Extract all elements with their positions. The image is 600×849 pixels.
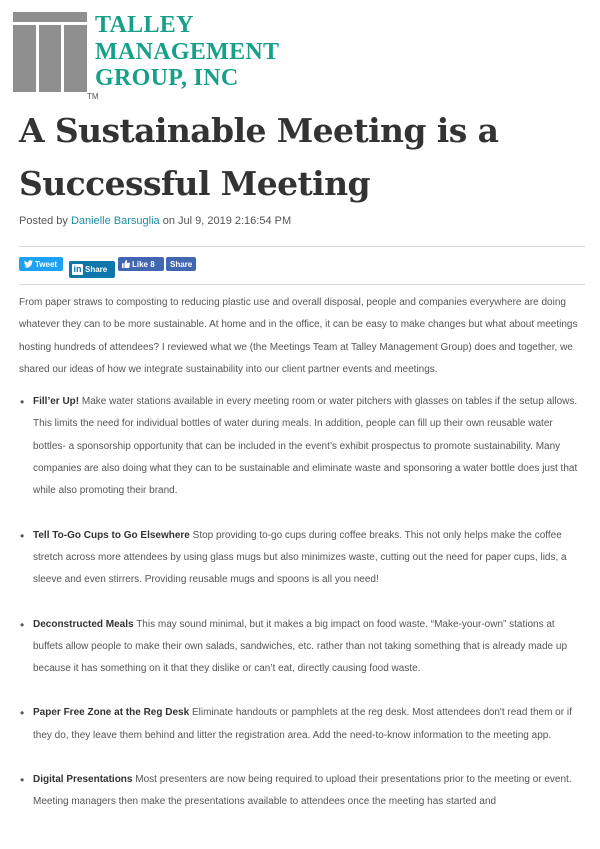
trademark-symbol: TM (87, 92, 99, 101)
facebook-share-label: Share (170, 259, 193, 269)
tip-body: Stop providing to-go cups during coffee breaks. This not only helps make the coffee stretch across more attendees by using glass mugs but also minimizes waste, cutting out the need for paper cups, lids, a sleeve and even stirrers. Providing reusable mugs and spoons is all you need! (33, 529, 567, 586)
thumbs-up-icon (122, 260, 130, 268)
list-item (33, 769, 585, 814)
tip-title: Fill’er Up! (33, 396, 80, 408)
linkedin-share-label: Share (85, 265, 108, 274)
author-link[interactable]: Danielle Barsuglia (70, 215, 160, 227)
intro-paragraph: From paper straws to composting to reducing plastic use and overall disposal, people and companies everywhere are doing whatever they can to be more sustainable. At home and in the office, it can be easy to make changes but what about meetings hosting hundreds of attendees? I reviewed what we (the Meetings Team at Talley Management Group) does and together, we shared our ideas of how we integrate sustainability into our client partner events and meetings. (19, 297, 578, 375)
linkedin-icon: in (73, 264, 82, 274)
tip-body: Most presenters are now being required to upload their presentations prior to the meeting or event. Meeting managers then make the presentations available to attendees once the meeting has started and (33, 774, 572, 808)
tip-body: This may sound minimal, but it makes a big impact on food waste. “Make-your-own” stations at buffets allow people to make their own salads, sandwiches, etc. rather than not taking something that is already made up because it has something on it that they dislike or can’t eat, directly causing food waste. (33, 618, 568, 675)
linkedin-share-button[interactable] (69, 261, 115, 278)
article-title: A Sustainable Meeting is a Successful Meeting (19, 111, 499, 203)
logo-mark-icon (13, 12, 87, 92)
facebook-like-button[interactable] (118, 257, 164, 271)
logo-line-2: MANAGEMENT (95, 38, 280, 65)
divider-bottom (19, 284, 585, 285)
tip-title: Tell To-Go Cups to Go Elsewhere (33, 529, 190, 541)
posted-prefix: Posted by (19, 215, 71, 227)
tip-body: Make water stations available in every meeting room or water pitchers with glasses on tables if the setup allows. This limits the need for individual bottles of water during meals. In addition, people can fill up their own reusable water bottles- a sponsorship opportunity that can be included in the event’s exhibit prospectus to promote sustainability. Many companies are also doing what they can to be sustainable and eliminate waste and sponsoring a water bottle does just that while also promoting their brand. (33, 396, 578, 497)
list-item (33, 614, 585, 681)
list-item (33, 525, 585, 592)
list-item (33, 391, 585, 502)
like-label: Like 8 (132, 259, 155, 269)
talley-logo[interactable] (13, 12, 293, 101)
list-item (33, 702, 585, 747)
posted-date: on Jul 9, 2019 2:16:54 PM (159, 215, 292, 227)
logo-line-3: GROUP, INC (95, 65, 239, 91)
post-meta (19, 215, 291, 227)
tip-title: Digital Presentations (33, 774, 133, 786)
tip-body: Eliminate handouts or pamphlets at the reg desk. Most attendees don't read them or if they do, they leave them behind and litter the registration area. Add the need-to-know information to the meeting app. (33, 707, 572, 741)
tweet-button[interactable] (19, 257, 63, 271)
article-body (19, 292, 585, 836)
tip-title: Paper Free Zone at the Reg Desk (33, 707, 190, 719)
tips-list (19, 391, 585, 813)
logo-wordmark (95, 12, 279, 92)
tip-title: Deconstructed Meals (33, 618, 134, 630)
tweet-label: Tweet (35, 259, 58, 269)
twitter-bird-icon (24, 260, 33, 268)
facebook-share-button[interactable] (166, 257, 196, 271)
logo-line-1: TALLEY (95, 12, 194, 38)
divider-top (19, 246, 585, 247)
